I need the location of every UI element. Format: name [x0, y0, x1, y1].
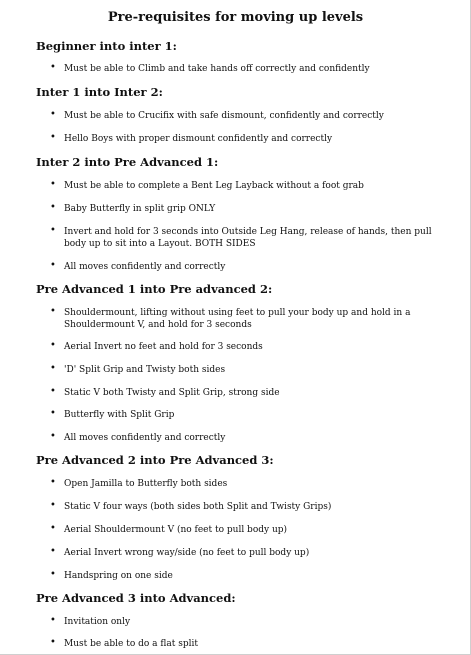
section-heading-inter-2-into-pre-advanced-1: Inter 2 into Pre Advanced 1:	[36, 155, 219, 169]
bullet-icon: •	[50, 569, 56, 580]
list-item	[50, 340, 456, 353]
bullet-icon: •	[50, 109, 56, 120]
list-item	[50, 225, 456, 250]
list-item	[50, 386, 456, 399]
list-item-text: Must be able to Crucifix with safe dismount, confidently and correctly	[64, 111, 384, 121]
list-item	[50, 132, 456, 145]
list-item-text: Open Jamilla to Butterfly both sides	[64, 479, 228, 489]
list-item	[50, 431, 456, 444]
section-heading-pre-advanced-3-into-advanced: Pre Advanced 3 into Advanced:	[36, 591, 236, 605]
list-item-text: Static V both Twisty and Split Grip, strong side	[64, 388, 280, 398]
list-item-text: Shouldermount, lifting without using feet to pull your body up and hold in a Shouldermount V, and hold for 3 seconds	[64, 308, 411, 330]
list-item-text: Must be able to do a flat split	[64, 639, 199, 649]
list-item	[50, 500, 456, 513]
bullet-icon: •	[50, 260, 56, 271]
bullet-icon: •	[50, 132, 56, 143]
list-item	[50, 179, 456, 192]
list-item-text: Aerial Invert wrong way/side (no feet to pull body up)	[64, 548, 310, 558]
list-item	[50, 408, 456, 421]
bullet-icon: •	[50, 615, 56, 626]
list-item	[50, 260, 456, 273]
section-heading-pre-advanced-2-into-pre-advanced-3: Pre Advanced 2 into Pre Advanced 3:	[36, 453, 274, 467]
list-item-text: Invert and hold for 3 seconds into Outside Leg Hang, release of hands, then pull body up to sit into a Layout. BOTH SIDES	[64, 227, 432, 249]
list-item-text: Invitation only	[64, 617, 131, 627]
bullet-icon: •	[50, 431, 56, 442]
list-item	[50, 615, 456, 628]
list-item-text: Hello Boys with proper dismount confidently and correctly	[64, 134, 333, 144]
list-item-text: Must be able to Climb and take hands off correctly and confidently	[64, 64, 370, 74]
section-heading-pre-advanced-1-into-pre-advanced-2: Pre Advanced 1 into Pre advanced 2:	[36, 282, 273, 296]
list-item	[50, 202, 456, 215]
bullet-icon: •	[50, 637, 56, 648]
list-item	[50, 523, 456, 536]
list-item-text: Butterfly with Split Grip	[64, 410, 175, 420]
list-item	[50, 569, 456, 582]
bullet-icon: •	[50, 62, 56, 73]
list-item	[50, 306, 456, 331]
bullet-icon: •	[50, 340, 56, 351]
bullet-icon: •	[50, 202, 56, 213]
bullet-icon: •	[50, 500, 56, 511]
bullet-icon: •	[50, 225, 56, 236]
list-item	[50, 62, 456, 75]
bullet-icon: •	[50, 546, 56, 557]
list-item-text: Static V four ways (both sides both Split and Twisty Grips)	[64, 502, 332, 512]
page-title: Pre-requisites for moving up levels	[107, 10, 364, 25]
bullet-icon: •	[50, 363, 56, 374]
list-item	[50, 477, 456, 490]
bullet-icon: •	[50, 408, 56, 419]
list-item	[50, 546, 456, 559]
list-item-text: Must be able to complete a Bent Leg Layback without a foot grab	[64, 181, 364, 191]
bullet-icon: •	[50, 386, 56, 397]
list-item-text: Baby Butterfly in split grip ONLY	[64, 204, 216, 214]
list-item	[50, 109, 456, 122]
bullet-icon: •	[50, 179, 56, 190]
bullet-icon: •	[50, 523, 56, 534]
list-item-text: Aerial Shouldermount V (no feet to pull body up)	[64, 525, 288, 535]
list-item	[50, 637, 456, 650]
list-item-text: All moves confidently and correctly	[64, 262, 226, 272]
list-item-text: 'D' Split Grip and Twisty both sides	[64, 365, 226, 375]
section-heading-inter-1-into-inter-2: Inter 1 into Inter 2:	[36, 85, 163, 99]
section-heading-beginner-into-inter-1: Beginner into inter 1:	[36, 39, 177, 53]
list-item	[50, 363, 456, 376]
bullet-icon: •	[50, 477, 56, 488]
list-item-text: Aerial Invert no feet and hold for 3 seconds	[64, 342, 263, 352]
list-item-text: All moves confidently and correctly	[64, 433, 226, 443]
bullet-icon: •	[50, 306, 56, 317]
list-item-text: Handspring on one side	[64, 571, 173, 581]
